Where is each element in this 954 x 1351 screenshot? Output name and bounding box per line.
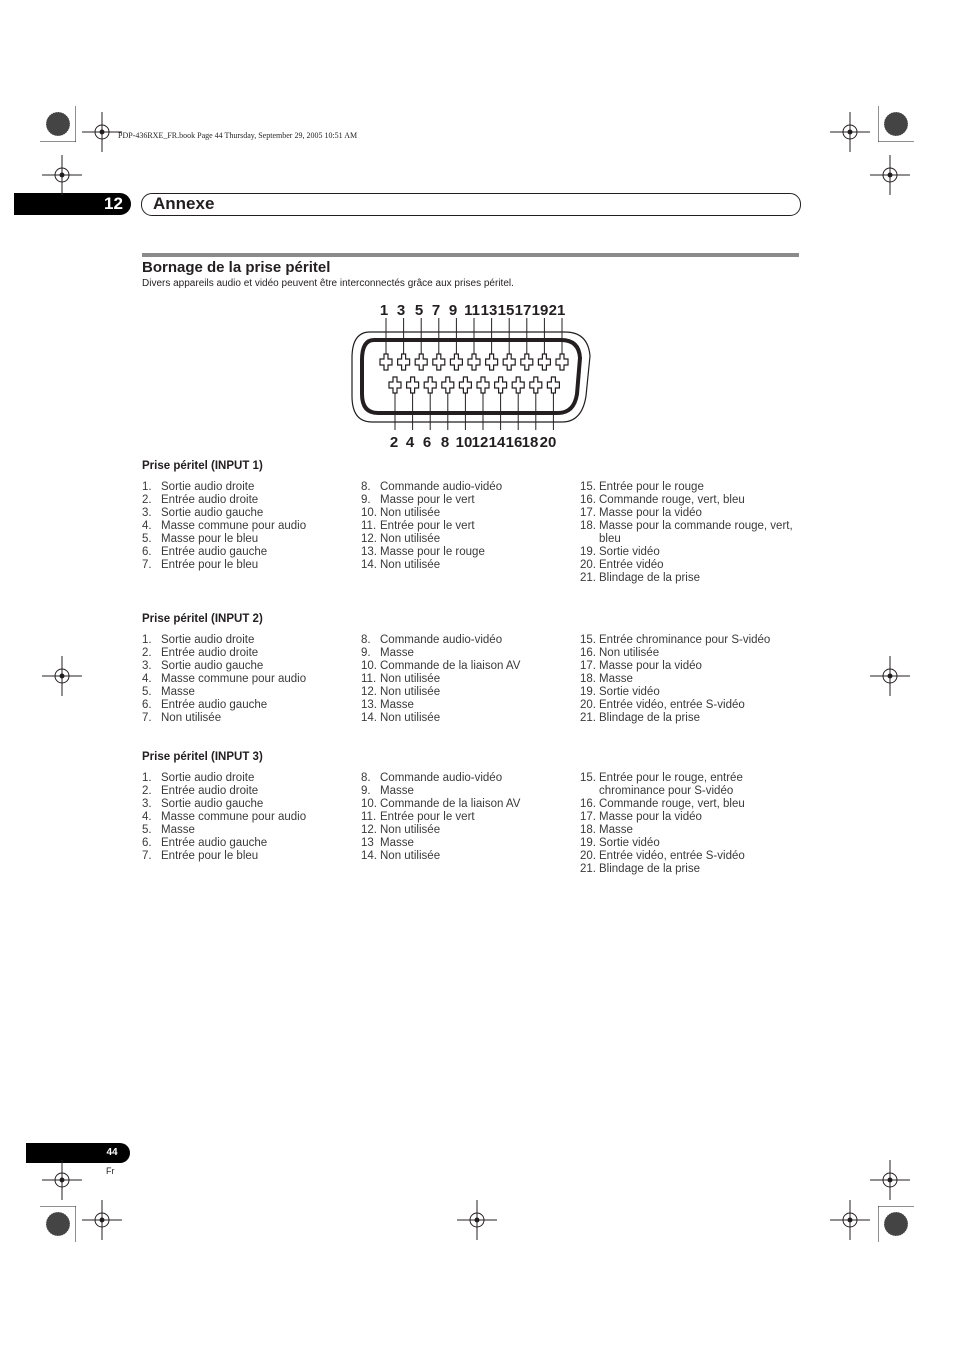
pin-function: Commande rouge, vert, bleu bbox=[599, 494, 745, 506]
scart-pin bbox=[547, 377, 559, 393]
pin-list-item bbox=[580, 837, 795, 850]
odd-pin-label: 21 bbox=[548, 302, 566, 319]
scart-pin bbox=[459, 377, 471, 393]
pin-list-item bbox=[142, 559, 357, 572]
pin-number: 14. bbox=[361, 559, 377, 571]
pin-function: Masse commune pour audio bbox=[161, 673, 307, 685]
pin-number: 1. bbox=[142, 481, 152, 493]
pin-function: Entrée pour le rouge, entrée chrominance pour S-vidéo bbox=[599, 772, 743, 797]
odd-pin-label: 19 bbox=[531, 302, 549, 319]
pin-list-item bbox=[580, 850, 795, 863]
scart-pin bbox=[389, 377, 401, 393]
pin-function: Masse bbox=[380, 837, 414, 849]
odd-pin-label: 5 bbox=[414, 302, 424, 319]
pin-function: Masse pour la commande rouge, vert, bleu bbox=[599, 520, 793, 545]
pin-function: Entrée vidéo, entrée S-vidéo bbox=[599, 850, 745, 862]
pin-function: Non utilisée bbox=[380, 824, 441, 836]
pin-function: Non utilisée bbox=[380, 673, 441, 685]
section-intro: Divers appareils audio et vidéo peuvent être interconnectés grâce aux prises péritel. bbox=[142, 278, 514, 289]
pin-function: Non utilisée bbox=[380, 559, 441, 571]
pin-function: Masse pour le bleu bbox=[161, 533, 259, 545]
pin-number: 12. bbox=[361, 533, 377, 545]
pin-function: Commande audio-vidéo bbox=[380, 481, 503, 493]
pin-number: 2. bbox=[142, 494, 152, 506]
pin-number: 19. bbox=[580, 837, 596, 849]
even-pin-label: 8 bbox=[440, 434, 450, 451]
pin-list-column bbox=[142, 634, 357, 725]
pin-list-item bbox=[361, 673, 576, 686]
pin-function: Sortie audio droite bbox=[161, 772, 255, 784]
pin-number: 16. bbox=[580, 494, 596, 506]
chapter-bar bbox=[141, 193, 801, 216]
crosshair-icon bbox=[42, 656, 82, 696]
pin-list-item bbox=[142, 481, 357, 494]
pin-list-column bbox=[361, 772, 576, 863]
scart-pin bbox=[512, 377, 524, 393]
scart-pin bbox=[503, 354, 515, 370]
pin-block-title: Prise péritel (INPUT 3) bbox=[142, 751, 263, 763]
scart-pin bbox=[477, 377, 489, 393]
pin-number: 16. bbox=[580, 647, 596, 659]
pin-number: 16. bbox=[580, 798, 596, 810]
pin-number: 20. bbox=[580, 699, 596, 711]
pin-list-item bbox=[142, 673, 357, 686]
pin-list-item bbox=[580, 699, 795, 712]
pin-list-item bbox=[142, 712, 357, 725]
pin-function: Entrée pour le vert bbox=[380, 811, 475, 823]
pin-list-item bbox=[142, 824, 357, 837]
pin-function: Masse pour la vidéo bbox=[599, 507, 702, 519]
pin-number: 21. bbox=[580, 863, 596, 875]
section-rule bbox=[142, 253, 799, 257]
pin-number: 10. bbox=[361, 798, 377, 810]
registration-disc-icon bbox=[878, 106, 914, 142]
pin-number: 4. bbox=[142, 520, 152, 532]
scart-pin bbox=[380, 354, 392, 370]
pin-function: Non utilisée bbox=[380, 712, 441, 724]
pin-list-item bbox=[142, 837, 357, 850]
pin-number: 19. bbox=[580, 686, 596, 698]
pin-number: 2. bbox=[142, 647, 152, 659]
pin-function: Entrée audio droite bbox=[161, 494, 259, 506]
pin-number: 15. bbox=[580, 772, 596, 784]
pin-function: Non utilisée bbox=[380, 507, 441, 519]
pin-function: Entrée chrominance pour S-vidéo bbox=[599, 634, 771, 646]
pin-number: 13 bbox=[361, 837, 374, 849]
pin-number: 10. bbox=[361, 507, 377, 519]
scart-pin bbox=[530, 377, 542, 393]
odd-pin-label: 3 bbox=[396, 302, 406, 319]
language-code: Fr bbox=[106, 1166, 115, 1176]
pin-block-title: Prise péritel (INPUT 1) bbox=[142, 460, 263, 472]
pin-number: 11. bbox=[361, 673, 377, 685]
pin-function: Masse bbox=[161, 686, 195, 698]
pin-number: 17. bbox=[580, 660, 596, 672]
pin-number: 9. bbox=[361, 647, 371, 659]
pin-list-item bbox=[142, 686, 357, 699]
pin-list-item bbox=[361, 507, 576, 520]
pin-list-item bbox=[142, 634, 357, 647]
even-pin-label: 16 bbox=[505, 434, 523, 451]
pin-function: Masse commune pour audio bbox=[161, 520, 307, 532]
crosshair-icon bbox=[457, 1200, 497, 1240]
pin-number: 20. bbox=[580, 850, 596, 862]
pin-list-item bbox=[580, 481, 795, 494]
scart-pin bbox=[398, 354, 410, 370]
pin-list-item bbox=[580, 772, 795, 798]
pin-list-item bbox=[142, 785, 357, 798]
odd-pin-label: 15 bbox=[497, 302, 515, 319]
pin-number: 8. bbox=[361, 481, 371, 493]
crosshair-icon bbox=[42, 1160, 82, 1200]
pin-list-item bbox=[580, 494, 795, 507]
pin-number: 6. bbox=[142, 837, 152, 849]
pin-list-item bbox=[142, 533, 357, 546]
pin-function: Entrée vidéo bbox=[599, 559, 664, 571]
pin-list-column bbox=[361, 481, 576, 572]
pin-list-column bbox=[142, 481, 357, 572]
even-pin-label: 6 bbox=[422, 434, 432, 451]
chapter-number: 12 bbox=[104, 194, 123, 213]
pin-number: 7. bbox=[142, 559, 152, 571]
pin-function: Blindage de la prise bbox=[599, 863, 701, 875]
pin-list-item bbox=[361, 647, 576, 660]
crosshair-icon bbox=[830, 112, 870, 152]
pin-number: 21. bbox=[580, 572, 596, 584]
pin-number: 12. bbox=[361, 686, 377, 698]
pin-number: 15. bbox=[580, 481, 596, 493]
pin-block-title: Prise péritel (INPUT 2) bbox=[142, 613, 263, 625]
pin-number: 5. bbox=[142, 824, 152, 836]
pin-function: Masse commune pour audio bbox=[161, 811, 307, 823]
scart-pin bbox=[424, 377, 436, 393]
pin-function: Masse pour le vert bbox=[380, 494, 475, 506]
pin-list-item bbox=[361, 481, 576, 494]
pin-number: 10. bbox=[361, 660, 377, 672]
pin-list-item bbox=[361, 850, 576, 863]
even-pin-labels bbox=[390, 434, 557, 451]
pin-number: 21. bbox=[580, 712, 596, 724]
crosshair-icon bbox=[830, 1200, 870, 1240]
pin-list-item bbox=[580, 712, 795, 725]
print-header: PDP-436RXE_FR.book Page 44 Thursday, September 29, 2005 10:51 AM bbox=[118, 131, 358, 140]
pin-function: Masse bbox=[380, 647, 414, 659]
pin-function: Commande de la liaison AV bbox=[380, 798, 521, 810]
pin-number: 6. bbox=[142, 546, 152, 558]
pin-number: 4. bbox=[142, 811, 152, 823]
pin-function: Non utilisée bbox=[161, 712, 222, 724]
pin-function: Blindage de la prise bbox=[599, 712, 701, 724]
odd-pin-label: 13 bbox=[480, 302, 498, 319]
pin-function: Commande audio-vidéo bbox=[380, 634, 503, 646]
pin-number: 7. bbox=[142, 850, 152, 862]
pin-function: Entrée audio gauche bbox=[161, 699, 268, 711]
pin-number: 14. bbox=[361, 712, 377, 724]
chapter-title: Annexe bbox=[153, 194, 215, 213]
crosshair-icon bbox=[870, 1160, 910, 1200]
pin-number: 13. bbox=[361, 546, 377, 558]
crosshair-icon bbox=[870, 656, 910, 696]
pin-function: Non utilisée bbox=[599, 647, 660, 659]
odd-pin-label: 7 bbox=[431, 302, 441, 319]
pin-function: Sortie audio gauche bbox=[161, 660, 264, 672]
pin-number: 9. bbox=[361, 494, 371, 506]
pin-function: Sortie audio droite bbox=[161, 481, 255, 493]
pin-list-item bbox=[580, 660, 795, 673]
pin-list-item bbox=[361, 811, 576, 824]
pin-number: 5. bbox=[142, 686, 152, 698]
pin-number: 18. bbox=[580, 520, 596, 532]
pin-list-item bbox=[142, 772, 357, 785]
pin-list-item bbox=[142, 850, 357, 863]
pin-list-item bbox=[580, 811, 795, 824]
pin-list-item bbox=[142, 811, 357, 824]
pin-number: 14. bbox=[361, 850, 377, 862]
registration-disc-icon bbox=[40, 1206, 76, 1242]
scart-pin bbox=[486, 354, 498, 370]
pin-number: 13. bbox=[361, 699, 377, 711]
registration-disc-icon bbox=[40, 106, 76, 142]
scart-connector-diagram bbox=[340, 296, 600, 456]
crosshair-icon bbox=[870, 155, 910, 195]
crosshair-icon bbox=[42, 155, 82, 195]
pin-list-item bbox=[580, 507, 795, 520]
pin-number: 15. bbox=[580, 634, 596, 646]
pin-list-item bbox=[361, 559, 576, 572]
pin-function: Masse bbox=[599, 824, 633, 836]
registration-disc-icon bbox=[878, 1206, 914, 1242]
pin-number: 1. bbox=[142, 634, 152, 646]
pin-list-item bbox=[580, 559, 795, 572]
pin-number: 3. bbox=[142, 507, 152, 519]
pin-number: 11. bbox=[361, 520, 377, 532]
pin-list-item bbox=[580, 546, 795, 559]
pin-list-item bbox=[361, 699, 576, 712]
odd-pin-label: 17 bbox=[514, 302, 532, 319]
crosshair-icon bbox=[82, 1200, 122, 1240]
pin-function: Masse pour la vidéo bbox=[599, 660, 702, 672]
even-pin-label: 12 bbox=[471, 434, 489, 451]
pin-function: Commande rouge, vert, bleu bbox=[599, 798, 745, 810]
even-pin-label: 20 bbox=[539, 434, 557, 451]
pin-list-item bbox=[361, 712, 576, 725]
pin-list-column bbox=[580, 634, 795, 725]
pin-function: Blindage de la prise bbox=[599, 572, 701, 584]
pin-list-item bbox=[142, 520, 357, 533]
pin-function: Entrée pour le rouge bbox=[599, 481, 704, 493]
pin-list-item bbox=[580, 673, 795, 686]
pin-list-item bbox=[580, 634, 795, 647]
scart-pin bbox=[495, 377, 507, 393]
pin-function: Masse bbox=[599, 673, 633, 685]
odd-pin-label: 9 bbox=[448, 302, 458, 319]
scart-pin bbox=[415, 354, 427, 370]
pin-number: 1. bbox=[142, 772, 152, 784]
scart-pin bbox=[407, 377, 419, 393]
pin-number: 3. bbox=[142, 798, 152, 810]
pin-number: 5. bbox=[142, 533, 152, 545]
pin-list-item bbox=[580, 824, 795, 837]
pin-list-item bbox=[580, 863, 795, 876]
pin-function: Non utilisée bbox=[380, 850, 441, 862]
pin-list-item bbox=[361, 824, 576, 837]
page-number: 44 bbox=[106, 1147, 118, 1158]
pin-list-item bbox=[142, 494, 357, 507]
pin-number: 7. bbox=[142, 712, 152, 724]
pin-function: Sortie audio gauche bbox=[161, 798, 264, 810]
pin-list-item bbox=[142, 647, 357, 660]
even-pin-label: 14 bbox=[488, 434, 506, 451]
even-pin-label: 4 bbox=[405, 434, 415, 451]
pin-function: Sortie vidéo bbox=[599, 546, 660, 558]
pin-number: 2. bbox=[142, 785, 152, 797]
pin-function: Masse bbox=[380, 699, 414, 711]
section-title: Bornage de la prise péritel bbox=[142, 259, 331, 276]
pin-list-item bbox=[361, 798, 576, 811]
pin-list-item bbox=[580, 572, 795, 585]
pin-function: Entrée pour le bleu bbox=[161, 559, 259, 571]
pin-list-item bbox=[361, 772, 576, 785]
pin-number: 4. bbox=[142, 673, 152, 685]
pin-function: Sortie audio droite bbox=[161, 634, 255, 646]
scart-pin bbox=[450, 354, 462, 370]
pin-number: 3. bbox=[142, 660, 152, 672]
pin-list-item bbox=[142, 507, 357, 520]
pins-top-row bbox=[380, 354, 568, 370]
scart-pin bbox=[538, 354, 550, 370]
pin-list-item bbox=[361, 686, 576, 699]
even-pin-label: 10 bbox=[455, 434, 473, 451]
pin-list-item bbox=[361, 546, 576, 559]
pin-function: Entrée vidéo, entrée S-vidéo bbox=[599, 699, 745, 711]
pin-function: Sortie vidéo bbox=[599, 686, 660, 698]
scart-pin bbox=[556, 354, 568, 370]
pin-number: 8. bbox=[361, 772, 371, 784]
pin-list-item bbox=[142, 798, 357, 811]
pin-list-column bbox=[142, 772, 357, 863]
pin-number: 8. bbox=[361, 634, 371, 646]
pin-list-item bbox=[580, 520, 795, 546]
pin-function: Masse pour la vidéo bbox=[599, 811, 702, 823]
pin-function: Commande de la liaison AV bbox=[380, 660, 521, 672]
scart-pin bbox=[433, 354, 445, 370]
pin-function: Entrée audio droite bbox=[161, 647, 259, 659]
pin-function: Entrée pour le vert bbox=[380, 520, 475, 532]
pin-function: Entrée audio gauche bbox=[161, 546, 268, 558]
even-pin-label: 2 bbox=[389, 434, 399, 451]
pin-list-column bbox=[361, 634, 576, 725]
pin-function: Commande audio-vidéo bbox=[380, 772, 503, 784]
pin-function: Entrée pour le bleu bbox=[161, 850, 259, 862]
pin-number: 19. bbox=[580, 546, 596, 558]
pin-list-item bbox=[142, 660, 357, 673]
pin-number: 18. bbox=[580, 824, 596, 836]
pin-list-column bbox=[580, 481, 795, 585]
pin-number: 6. bbox=[142, 699, 152, 711]
pin-list-item bbox=[361, 785, 576, 798]
pin-function: Masse pour le rouge bbox=[380, 546, 485, 558]
pin-function: Masse bbox=[380, 785, 414, 797]
odd-pin-labels bbox=[380, 302, 566, 319]
pin-function: Entrée audio droite bbox=[161, 785, 259, 797]
pin-number: 20. bbox=[580, 559, 596, 571]
even-pin-label: 18 bbox=[521, 434, 539, 451]
pin-list-item bbox=[361, 660, 576, 673]
pin-number: 18. bbox=[580, 673, 596, 685]
odd-pin-label: 11 bbox=[464, 302, 480, 319]
pin-function: Sortie audio gauche bbox=[161, 507, 264, 519]
pin-number: 17. bbox=[580, 811, 596, 823]
pin-number: 11. bbox=[361, 811, 377, 823]
pin-function: Non utilisée bbox=[380, 686, 441, 698]
pin-function: Entrée audio gauche bbox=[161, 837, 268, 849]
pin-function: Sortie vidéo bbox=[599, 837, 660, 849]
scart-pin bbox=[468, 354, 480, 370]
pin-list-item bbox=[142, 546, 357, 559]
pin-list-item bbox=[580, 798, 795, 811]
pin-list-item bbox=[580, 686, 795, 699]
pins-bottom-row bbox=[389, 377, 559, 393]
pin-list-item bbox=[361, 837, 576, 850]
pin-list-item bbox=[361, 494, 576, 507]
pin-list-item bbox=[142, 699, 357, 712]
scart-pin bbox=[442, 377, 454, 393]
pin-function: Non utilisée bbox=[380, 533, 441, 545]
pin-number: 9. bbox=[361, 785, 371, 797]
scart-pin bbox=[521, 354, 533, 370]
pin-function: Masse bbox=[161, 824, 195, 836]
pin-list-item bbox=[580, 647, 795, 660]
pin-list-item bbox=[361, 533, 576, 546]
pin-list-item bbox=[361, 520, 576, 533]
crosshair-icon bbox=[82, 112, 122, 152]
pin-number: 12. bbox=[361, 824, 377, 836]
pin-list-item bbox=[361, 634, 576, 647]
odd-pin-label: 1 bbox=[379, 302, 389, 319]
pin-list-column bbox=[580, 772, 795, 876]
pin-number: 17. bbox=[580, 507, 596, 519]
